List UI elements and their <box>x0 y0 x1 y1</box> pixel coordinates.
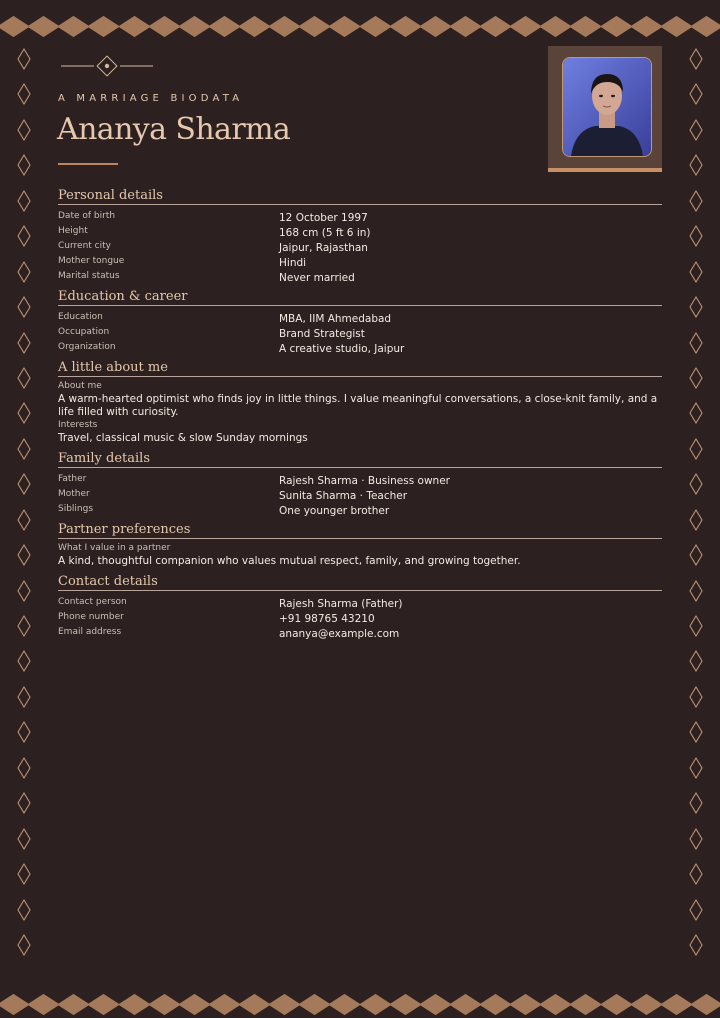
partner-label: What I value in a partner <box>58 543 171 553</box>
diamond-icon <box>660 993 693 1014</box>
detail-label: Height <box>58 225 88 236</box>
diamond-icon <box>57 15 90 36</box>
diamond-icon <box>660 15 693 36</box>
diamond-icon <box>148 15 181 36</box>
diamond-outline-icon <box>17 154 31 176</box>
diamond-icon <box>569 993 602 1014</box>
diamond-icon <box>57 993 90 1014</box>
detail-value: 168 cm (5 ft 6 in) <box>279 226 371 239</box>
diamond-outline-icon <box>17 580 31 602</box>
detail-value: +91 98765 43210 <box>279 612 375 625</box>
detail-value: Brand Strategist <box>279 327 365 340</box>
diamond-icon <box>268 15 301 36</box>
diamond-outline-icon <box>17 650 31 672</box>
detail-label: Marital status <box>58 270 120 281</box>
portrait-icon <box>563 58 651 156</box>
detail-row <box>58 486 662 501</box>
diamond-icon <box>87 993 120 1014</box>
detail-value: Rajesh Sharma (Father) <box>279 597 403 610</box>
interests-text: Travel, classical music & slow Sunday mornings <box>58 432 308 444</box>
detail-row <box>58 339 662 354</box>
section-title: Family details <box>58 450 662 468</box>
name-underline <box>58 163 118 165</box>
top-border-pattern <box>0 15 720 37</box>
detail-label: Current city <box>58 240 111 251</box>
diamond-outline-icon <box>689 863 703 885</box>
partner-section <box>58 521 662 568</box>
diamond-outline-icon <box>17 899 31 921</box>
document-kicker: A MARRIAGE BIODATA <box>58 93 244 104</box>
diamond-icon <box>389 993 422 1014</box>
diamond-icon <box>600 993 633 1014</box>
diamond-icon <box>419 993 452 1014</box>
detail-row <box>58 609 662 624</box>
diamond-outline-icon <box>689 792 703 814</box>
diamond-outline-icon <box>689 119 703 141</box>
diamond-outline-icon <box>689 721 703 743</box>
diamond-icon <box>359 15 392 36</box>
bottom-border-pattern <box>0 993 720 1015</box>
diamond-icon <box>178 993 211 1014</box>
partner-text: A kind, thoughtful companion who values mutual respect, family, and growing together. <box>58 555 521 567</box>
diamond-icon <box>118 15 151 36</box>
detail-label: Contact person <box>58 596 127 607</box>
diamond-icon <box>479 15 512 36</box>
diamond-icon <box>208 993 241 1014</box>
section-title: Education & career <box>58 288 662 306</box>
diamond-outline-icon <box>17 686 31 708</box>
detail-value: 12 October 1997 <box>279 211 368 224</box>
detail-value: One younger brother <box>279 504 390 517</box>
diamond-outline-icon <box>17 828 31 850</box>
diamond-outline-icon <box>17 757 31 779</box>
detail-row <box>58 253 662 268</box>
left-border-pattern <box>16 48 32 956</box>
candidate-name: Ananya Sharma <box>57 112 291 147</box>
diamond-outline-icon <box>689 154 703 176</box>
diamond-icon <box>238 993 271 1014</box>
diamond-outline-icon <box>17 615 31 637</box>
biodata-content <box>58 186 662 639</box>
diamond-outline-icon <box>17 721 31 743</box>
diamond-outline-icon <box>17 225 31 247</box>
detail-label: Organization <box>58 341 116 352</box>
diamond-outline-icon <box>689 261 703 283</box>
about-label: About me <box>58 381 102 391</box>
detail-row <box>58 268 662 283</box>
diamond-icon <box>479 993 512 1014</box>
detail-label: Email address <box>58 626 122 637</box>
detail-row <box>58 594 662 609</box>
diamond-icon <box>27 15 60 36</box>
diamond-icon <box>118 993 151 1014</box>
diamond-outline-icon <box>17 544 31 566</box>
diamond-icon <box>298 993 331 1014</box>
detail-value: MBA, IIM Ahmedabad <box>279 312 392 325</box>
detail-label: Occupation <box>58 326 110 337</box>
diamond-outline-icon <box>689 580 703 602</box>
diamond-outline-icon <box>17 509 31 531</box>
diamond-icon <box>148 993 181 1014</box>
portrait-photo <box>562 57 652 157</box>
diamond-icon <box>208 15 241 36</box>
diamond-outline-icon <box>689 899 703 921</box>
detail-value: A creative studio, Jaipur <box>279 342 405 355</box>
right-border-pattern <box>688 48 704 956</box>
detail-value: Never married <box>279 271 355 284</box>
diamond-icon <box>359 993 392 1014</box>
detail-row <box>58 624 662 639</box>
diamond-outline-icon <box>17 296 31 318</box>
diamond-icon <box>268 993 301 1014</box>
detail-row <box>58 208 662 223</box>
diamond-outline-icon <box>689 225 703 247</box>
diamond-outline-icon <box>17 48 31 70</box>
detail-row <box>58 223 662 238</box>
detail-label: Siblings <box>58 503 94 514</box>
diamond-outline-icon <box>689 473 703 495</box>
diamond-outline-icon <box>17 332 31 354</box>
detail-value: Jaipur, Rajasthan <box>279 241 368 254</box>
photo-frame <box>548 46 662 172</box>
detail-label: Phone number <box>58 611 124 622</box>
diamond-outline-icon <box>689 828 703 850</box>
detail-value: Hindi <box>279 256 307 269</box>
diamond-outline-icon <box>689 367 703 389</box>
diamond-icon <box>389 15 422 36</box>
diamond-icon <box>509 15 542 36</box>
diamond-outline-icon <box>689 509 703 531</box>
diamond-outline-icon <box>689 190 703 212</box>
detail-label: Mother <box>58 488 90 499</box>
diamond-outline-icon <box>689 650 703 672</box>
diamond-icon <box>449 993 482 1014</box>
diamond-outline-icon <box>17 402 31 424</box>
diamond-icon <box>630 15 663 36</box>
diamond-icon <box>178 15 211 36</box>
diamond-outline-icon <box>689 934 703 956</box>
diamond-outline-icon <box>17 863 31 885</box>
diamond-outline-icon <box>689 757 703 779</box>
section-title: Personal details <box>58 187 662 205</box>
diamond-outline-icon <box>689 544 703 566</box>
detail-value: Sunita Sharma · Teacher <box>279 489 408 502</box>
detail-value: Rajesh Sharma · Business owner <box>279 474 450 487</box>
diamond-outline-icon <box>17 438 31 460</box>
interests-label: Interests <box>58 420 98 430</box>
family-section <box>58 450 662 516</box>
detail-label: Mother tongue <box>58 255 125 266</box>
diamond-outline-icon <box>17 367 31 389</box>
ornament-divider-icon <box>61 55 153 77</box>
diamond-icon <box>539 15 572 36</box>
detail-row <box>58 501 662 516</box>
diamond-outline-icon <box>17 934 31 956</box>
diamond-icon <box>600 15 633 36</box>
section-title: A little about me <box>58 359 662 377</box>
diamond-icon <box>87 15 120 36</box>
education-section <box>58 288 662 354</box>
diamond-outline-icon <box>17 190 31 212</box>
diamond-outline-icon <box>689 402 703 424</box>
diamond-icon <box>419 15 452 36</box>
diamond-outline-icon <box>689 83 703 105</box>
personal-section <box>58 187 662 283</box>
section-title: Contact details <box>58 573 662 591</box>
diamond-outline-icon <box>17 119 31 141</box>
diamond-icon <box>690 15 720 36</box>
about-section <box>58 359 662 445</box>
diamond-icon <box>539 993 572 1014</box>
diamond-outline-icon <box>17 261 31 283</box>
diamond-outline-icon <box>689 686 703 708</box>
detail-label: Father <box>58 473 87 484</box>
diamond-icon <box>238 15 271 36</box>
diamond-icon <box>569 15 602 36</box>
detail-row <box>58 324 662 339</box>
diamond-outline-icon <box>689 615 703 637</box>
diamond-icon <box>328 993 361 1014</box>
diamond-icon <box>27 993 60 1014</box>
diamond-outline-icon <box>689 438 703 460</box>
detail-label: Date of birth <box>58 210 116 221</box>
diamond-icon <box>630 993 663 1014</box>
diamond-icon <box>328 15 361 36</box>
about-text: A warm-hearted optimist who finds joy in little things. I value meaningful conversations, a close-knit family, and a life filled with curiosity. <box>58 393 658 418</box>
detail-row <box>58 309 662 324</box>
detail-row <box>58 471 662 486</box>
detail-value: ananya@example.com <box>279 627 400 640</box>
diamond-icon <box>690 993 720 1014</box>
diamond-outline-icon <box>17 792 31 814</box>
diamond-outline-icon <box>17 473 31 495</box>
diamond-outline-icon <box>689 296 703 318</box>
diamond-icon <box>449 15 482 36</box>
diamond-outline-icon <box>689 332 703 354</box>
detail-row <box>58 238 662 253</box>
diamond-outline-icon <box>17 83 31 105</box>
detail-label: Education <box>58 311 103 322</box>
diamond-outline-icon <box>689 48 703 70</box>
diamond-icon <box>298 15 331 36</box>
contact-section <box>58 573 662 639</box>
section-title: Partner preferences <box>58 521 662 539</box>
diamond-icon <box>509 993 542 1014</box>
